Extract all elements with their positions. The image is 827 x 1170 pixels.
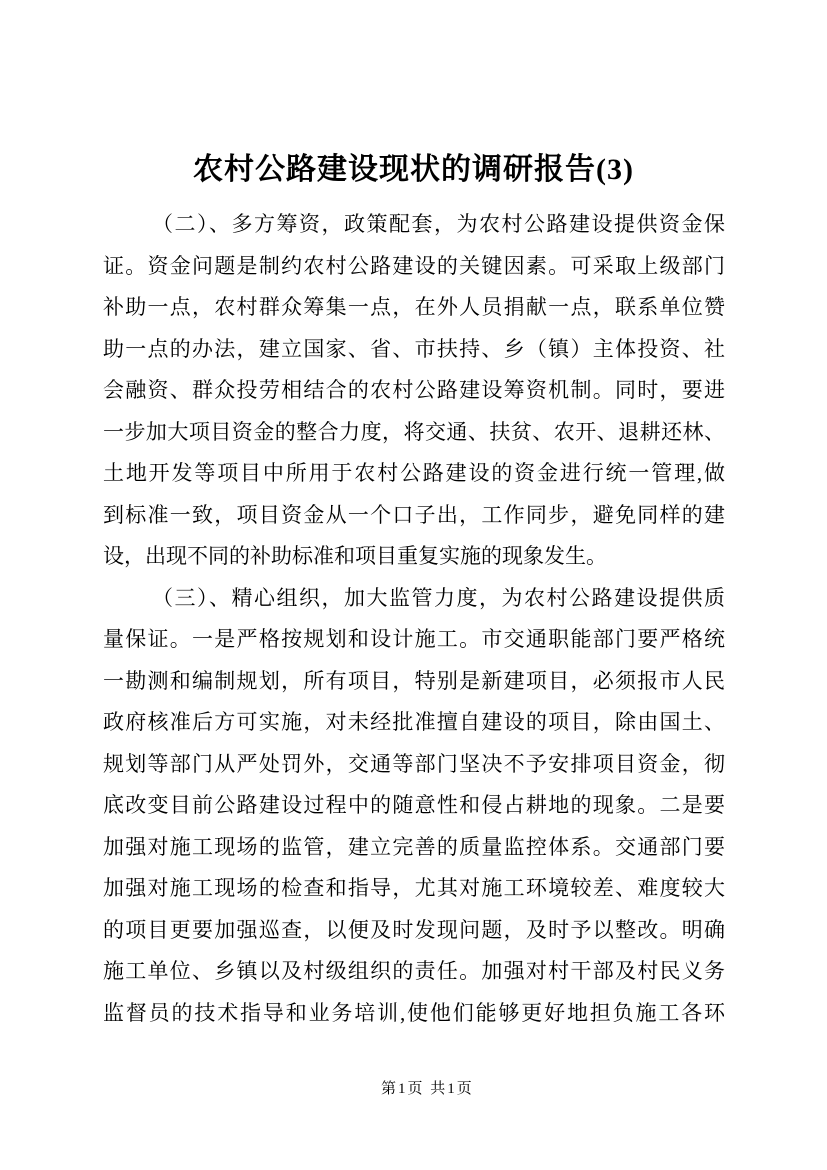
text-line: （三）、精心组织，加大监管力度，为农村公路建设提供质	[152, 585, 725, 610]
text-line: 加强对施工现场的检查和指导，尤其对施工环境较差、难度较大	[103, 876, 725, 900]
page-footer	[381, 1077, 474, 1098]
text-line: 证。资金问题是制约农村公路建设的关键因素。可采取上级部门	[103, 253, 725, 278]
text-line: 到标准一致，项目资金从一个口子出，工作同步，避免同样的建	[103, 502, 725, 527]
document-title: 农村公路建设现状的调研报告(3)	[193, 153, 634, 186]
text-line: 政府核准后方可实施，对未经批准擅自建设的项目，除由国土、	[103, 710, 725, 734]
page-indicator: 第1页 共1页	[381, 1081, 474, 1097]
text-line: 助一点的办法，建立国家、省、市扶持、乡（镇）主体投资、社	[103, 336, 725, 361]
text-line: 规划等部门从严处罚外，交通等部门坚决不予安排项目资金，彻	[103, 751, 725, 776]
text-line: 补助一点，农村群众筹集一点，在外人员捐献一点，联系单位赞	[103, 295, 725, 319]
text-line: 一勘测和编制规划，所有项目，特别是新建项目，必须报市人民	[103, 668, 725, 693]
text-line: 会融资、群众投劳相结合的农村公路建设筹资机制。同时，要进	[103, 378, 725, 402]
text-line: 一步加大项目资金的整合力度，将交通、扶贫、农开、退耕还林、	[103, 419, 725, 444]
document-body	[103, 204, 725, 1034]
text-line: 量保证。一是严格按规划和设计施工。市交通职能部门要严格统	[103, 627, 725, 651]
text-line: 土地开发等项目中所用于农村公路建设的资金进行统一管理,做	[103, 461, 725, 485]
text-line: （二）、多方筹资，政策配套，为农村公路建设提供资金保	[152, 212, 725, 236]
paragraph-supervision	[103, 578, 725, 1035]
text-line: 监督员的技术指导和业务培训,使他们能够更好地担负施工各环	[103, 1000, 725, 1025]
text-line: 底改变目前公路建设过程中的随意性和侵占耕地的现象。二是要	[103, 793, 725, 817]
text-line: 设，出现不同的补助标准和项目重复实施的现象发生。	[103, 544, 607, 568]
text-line: 加强对施工现场的监管，建立完善的质量监控体系。交通部门要	[103, 834, 725, 859]
text-line: 的项目更要加强巡查，以便及时发现问题，及时予以整改。明确	[103, 917, 725, 942]
paragraph-funding	[103, 204, 725, 578]
text-line: 施工单位、乡镇以及村级组织的责任。加强对村干部及村民义务	[103, 959, 725, 983]
